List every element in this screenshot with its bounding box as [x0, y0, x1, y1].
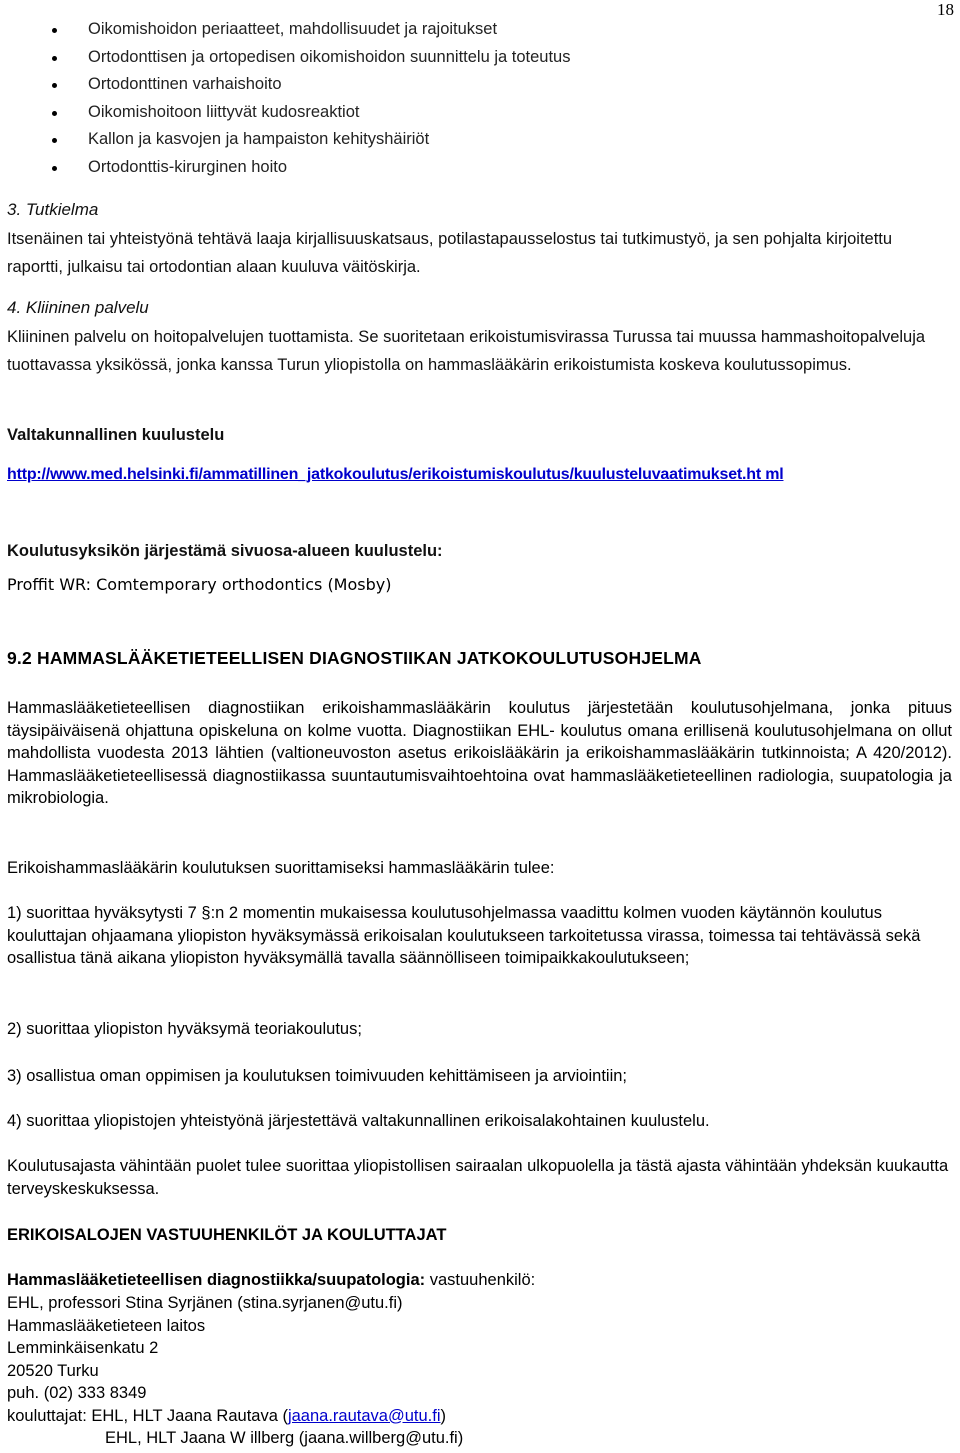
requirement-2: 2) suorittaa yliopiston hyväksymä teoriakoulutus; [7, 1020, 362, 1038]
list-item: Oikomishoitoon liittyvät kudosreaktiot [52, 99, 570, 127]
exam-requirements-link[interactable]: http://www.med.helsinki.fi/ammatillinen_jatkokoulutus/erikoistumiskoulutus/kuulusteluvaatimukset.ht ml [7, 466, 784, 483]
requirement-3: 3) osallistua oman oppimisen ja koulutuksen toimivuuden kehittämiseen ja arviointiin; [7, 1067, 627, 1085]
kouluttajat-line [7, 1405, 952, 1428]
section-92-heading: 9.2 HAMMASLÄÄKETIETEELLISEN DIAGNOSTIIKAN JATKOKOULUTUSOHJELMA [7, 648, 702, 668]
list-item: Ortodonttis-kirurginen hoito [52, 154, 570, 182]
topic-bullet-list [52, 16, 570, 182]
field-role: vastuuhenkilö: [425, 1271, 536, 1289]
contact-line: Hammaslääketieteen laitos [7, 1316, 206, 1335]
valtakunnallinen-heading: Valtakunnallinen kuulustelu [7, 426, 225, 444]
koulutusyksikko-text: Proffit WR: Comtemporary orthodontics (Mosby) [7, 575, 392, 594]
requirement-lead: Erikoishammaslääkärin koulutuksen suorittamiseksi hammaslääkärin tulee: [7, 859, 555, 877]
kouluttajat-prefix: kouluttajat: EHL, HLT Jaana Rautava ( [7, 1406, 288, 1425]
contact-block [7, 1292, 952, 1450]
tutkielma-text: Itsenäinen tai yhteistyönä tehtävä laaja kirjallisuuskatsaus, potilastapausselostus tai tutkimustyö, ja sen pohjalta kirjoitettu raportti, julkaisu tai ortodontian alaan kuuluva väitöskirja. [7, 230, 893, 276]
vastuu-field-line [7, 1269, 952, 1292]
koulutusyksikko-heading: Koulutusyksikön järjestämä sivuosa-alueen kuulustelu: [7, 542, 443, 560]
contact-line: 20520 Turku [7, 1361, 99, 1380]
list-item: Ortodonttinen varhaishoito [52, 71, 570, 99]
contact-line: EHL, professori Stina Syrjänen (stina.syrjanen@utu.fi) [7, 1294, 403, 1312]
list-item: Ortodonttisen ja ortopedisen oikomishoidon suunnittelu ja toteutus [52, 44, 570, 72]
kliininen-text: Kliininen palvelu on hoitopalvelujen tuottamista. Se suoritetaan erikoistumisvirassa Turussa tai muussa hammashoitopalveluja tuottavassa yksikössä, jonka kanssa Turun yliopistolla on hammaslääkärin erikoistumista koskeva koulutussopimus. [7, 328, 926, 374]
page-number: 18 [937, 0, 954, 19]
requirement-4: 4) suorittaa yliopistojen yhteistyönä järjestettävä valtakunnallinen erikoisalakohtainen kuulustelu. [7, 1112, 710, 1130]
section-92-intro: Hammaslääketieteellisen diagnostiikan erikoishammaslääkärin koulutus järjestetään koulutusohjelmana, jonka pituus täysipäiväisenä ohjattuna opiskeluna on kolme vuotta. Diagnostiikan EHL- koulutus omana erillisenä koulutusohjelmana on ollut mahdollista vuodesta 2013 lähtien (valtioneuvoston asetus erikoislääkärin ja erikoishammaslääkärin tutkinnoista; A 420/2012). Hammaslääketieteellisessä diagnostiikassa suuntautumisvaihtoehtoina ovat hammaslääketieteellinen radiologia, suupatologia ja mikrobiologia. [7, 699, 952, 807]
contact-line: puh. (02) 333 8349 [7, 1384, 147, 1402]
kouluttajat-suffix: ) [440, 1406, 446, 1425]
vastuu-heading: ERIKOISALOJEN VASTUUHENKILÖT JA KOULUTTAJAT [7, 1226, 447, 1244]
requirement-1: 1) suorittaa hyväksytysti 7 §:n 2 momentin mukaisessa koulutusohjelmassa vaadittu kolmen vuoden käytännön koulutus kouluttajan ohjaamana yliopiston hyväksymässä erikoisalan koulutukseen tarkoitetussa virassa, toimessa tai tehtävässä sekä osallistua tänä aikana yliopiston hyväksymällä tavalla säännölliseen toimipaikkakoulutukseen; [7, 904, 921, 967]
kouluttaja-line-2: EHL, HLT Jaana W illberg (jaana.willberg@utu.fi) [105, 1429, 464, 1447]
list-item: Oikomishoidon periaatteet, mahdollisuudet ja rajoitukset [52, 16, 570, 44]
duration-text: Koulutusajasta vähintään puolet tulee suorittaa yliopistollisen sairaalan ulkopuolella ja tästä ajasta vähintään yhdeksän kuukautta terveyskeskuksessa. [7, 1157, 949, 1198]
kouluttaja-email-link[interactable]: jaana.rautava@utu.fi [287, 1406, 441, 1425]
list-item: Kallon ja kasvojen ja hampaiston kehityshäiriöt [52, 126, 570, 154]
contact-line: Lemminkäisenkatu 2 [7, 1339, 159, 1357]
tutkielma-heading: 3. Tutkielma [7, 200, 99, 219]
field-name: Hammaslääketieteellisen diagnostiikka/suupatologia: [7, 1271, 426, 1289]
kliininen-heading: 4. Kliininen palvelu [7, 298, 149, 317]
